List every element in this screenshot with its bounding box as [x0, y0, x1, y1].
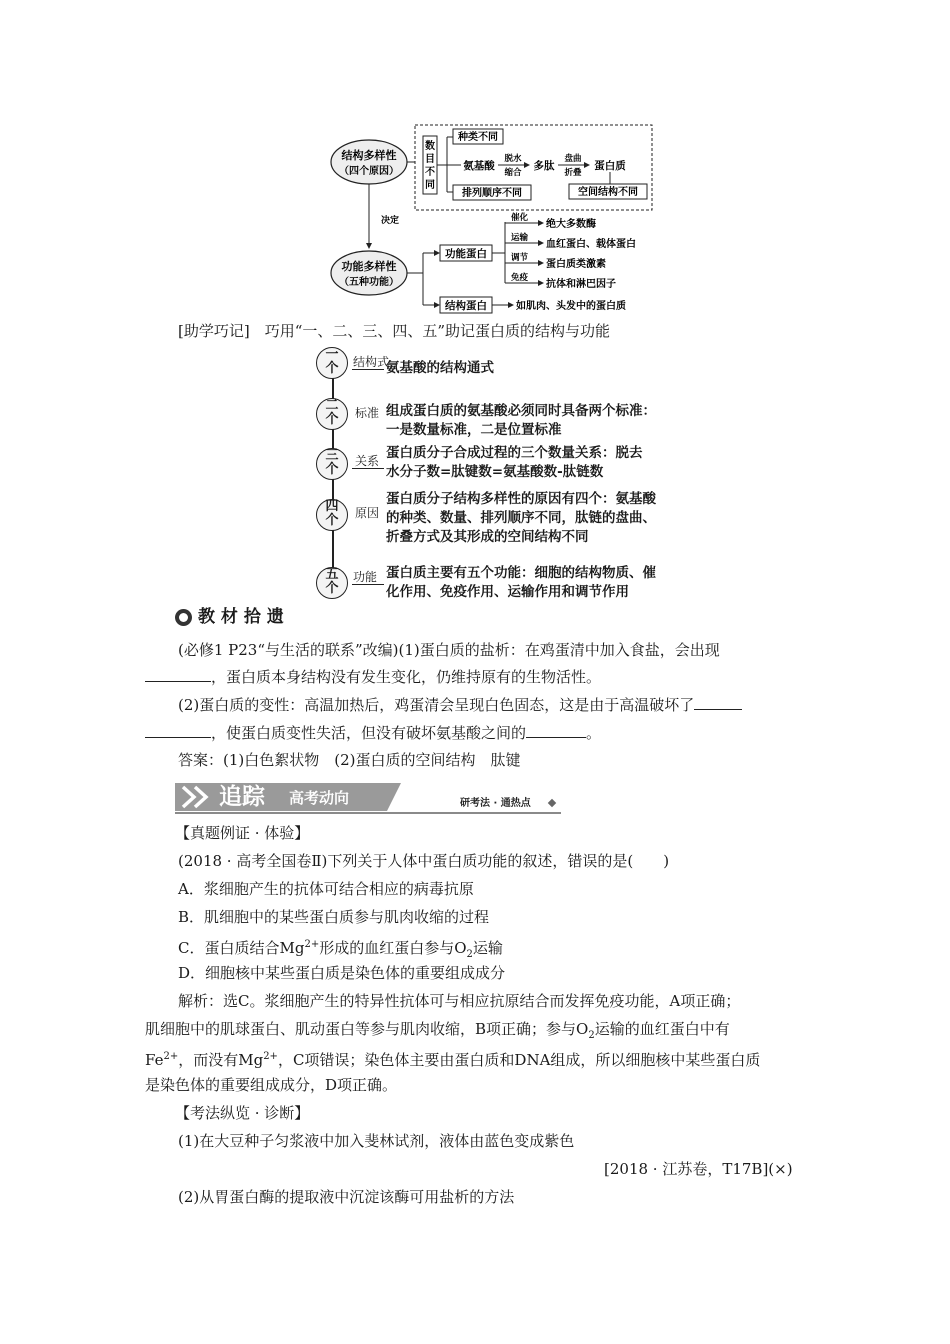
polypeptide-label: 多肽 [533, 160, 555, 172]
analysis-line3: $Fe^{2+}$，而没有$Mg^{2+}$，C项错误；染色体主要由蛋白质和DNA组成，所以细胞核中某些蛋白质 [145, 1051, 761, 1069]
svg-text:抗体和淋巴因子: 抗体和淋巴因子 [546, 279, 616, 290]
tracking-banner [175, 783, 565, 816]
analysis-line4: 是染色体的重要组成成分，D项正确。 [145, 1076, 398, 1094]
svg-text:功能多样性: 功能多样性 [341, 260, 397, 273]
banner-sub-title: 高考动向 [289, 789, 350, 807]
diamond-icon [548, 799, 556, 807]
svg-text:催化: 催化 [511, 213, 529, 223]
q2-line2: ，使蛋白质变性失活，但没有破坏氨基酸之间的 。 [145, 723, 601, 743]
mnemonic-text-4: 蛋白质分子结构多样性的原因有四个：氨基酸 的种类、数量、排列顺序不同，肽链的盘曲、 折叠方式及其形成的空间结构不同 [386, 491, 656, 545]
double-chevron-icon [181, 785, 217, 809]
diagnosis-item-1-source: [2018 · 江苏卷，T17B](×) [604, 1160, 793, 1178]
mnemonic-timeline [316, 347, 696, 603]
svg-text:盘曲: 盘曲 [564, 154, 582, 164]
analysis-line2: 肌细胞中的肌球蛋白、肌动蛋白等参与肌肉收缩，B项正确；参与$O_2$运输的血红蛋白中有 [145, 1020, 730, 1041]
mnemonic-circle-2: 二 个 [316, 398, 348, 430]
mnemonic-text-1: 氨基酸的结构通式 [386, 360, 494, 376]
mnemonic-text-3: 蛋白质分子合成过程的三个数量关系：脱去 水分子数=肽键数=氨基酸数-肽链数 [386, 445, 643, 480]
structure-node-line2: （四个原因） [339, 166, 399, 177]
textbook-section-title: 教 材 拾 遗 [198, 607, 284, 627]
decide-label: 决定 [381, 216, 400, 226]
svg-text:（五种功能）: （五种功能） [339, 277, 399, 288]
mnemonic-circle-5: 五 个 [316, 567, 348, 599]
answer-line: 答案：(1)白色絮状物 (2)蛋白质的空间结构 肽键 [178, 751, 521, 769]
order-diff-label: 排列顺序不同 [462, 188, 522, 199]
mnemonic-heading: [助学巧记] 巧用“一、二、三、四、五”助记蛋白质的结构与功能 [178, 322, 611, 340]
option-c: C．蛋白质结合$Mg^{2+}$形成的血红蛋白参与$O_2$运输 [178, 939, 503, 960]
mnemonic-tag-5: 功能 [353, 570, 378, 584]
svg-text:血红蛋白、载体蛋白: 血红蛋白、载体蛋白 [546, 239, 636, 250]
option-d: D．细胞核中某些蛋白质是染色体的重要组成成分 [178, 964, 506, 982]
structure-diversity-node [331, 140, 407, 184]
banner-main-title: 追踪 [219, 784, 265, 810]
diagnosis-item-2: (2)从胃蛋白酶的提取液中沉淀该酶可用盐析的方法 [178, 1188, 515, 1206]
q1-line2: ，蛋白质本身结构没有发生变化，仍维持原有的生物活性。 [145, 667, 601, 687]
svg-text:脱水: 脱水 [504, 154, 522, 164]
analysis-line1: 解析：选C。浆细胞产生的特异性抗体可与相应抗原结合而发挥免疫功能，A项正确； [178, 992, 741, 1010]
number-diff-2: 目 [425, 154, 435, 165]
svg-text:折叠: 折叠 [564, 168, 582, 178]
svg-text:缩合: 缩合 [504, 168, 522, 178]
number-diff-1: 数 [425, 141, 435, 152]
option-a: A．浆细胞产生的抗体可结合相应的病毒抗原 [178, 880, 474, 898]
protein-label: 蛋白质 [594, 160, 626, 172]
q2-line1: (2)蛋白质的变性：高温加热后，鸡蛋清会呈现白色固态，这是由于高温破坏了 [178, 695, 742, 715]
mnemonic-tag-3: 关系 [355, 454, 380, 468]
blank-1 [145, 667, 211, 682]
blank-2 [694, 695, 742, 710]
real-exam-heading: 【真题例证 · 体验】 [175, 824, 310, 842]
svg-text:运输: 运输 [511, 233, 529, 243]
diagnosis-item-1: (1)在大豆种子匀浆液中加入斐林试剂，液体由蓝色变成紫色 [178, 1132, 575, 1150]
number-diff-3: 不 [425, 167, 435, 178]
svg-text:绝大多数酶: 绝大多数酶 [546, 219, 596, 230]
svg-text:调节: 调节 [511, 253, 529, 263]
mnemonic-text-5: 蛋白质主要有五个功能：细胞的结构物质、催 化作用、免疫作用、运输作用和调节作用 [386, 565, 656, 600]
structural-example: 如肌肉、头发中的蛋白质 [516, 301, 626, 312]
mnemonic-circle-3: 三 个 [316, 448, 348, 480]
svg-text:蛋白质类激素: 蛋白质类激素 [546, 259, 606, 270]
mnemonic-circle-1: 一 个 [316, 347, 348, 379]
structural-protein-label: 结构蛋白 [445, 300, 487, 312]
mnemonic-tag-4: 原因 [355, 506, 380, 520]
protein-concept-diagram [325, 120, 665, 320]
blank-3 [145, 723, 211, 738]
kind-diff-label: 种类不同 [458, 132, 498, 143]
structure-node-line1: 结构多样性 [341, 149, 397, 162]
blank-4 [526, 723, 586, 738]
exam-overview-heading: 【考法纵览 · 诊断】 [175, 1104, 310, 1122]
q1-line1: (必修1 P23“与生活的联系”改编)(1)蛋白质的盐析：在鸡蛋清中加入食盐，会出现 [178, 641, 720, 659]
mnemonic-circle-4: 四 个 [316, 499, 348, 531]
svg-text:免疫: 免疫 [511, 273, 529, 283]
textbook-section-icon [175, 609, 192, 626]
amino-acid-label: 氨基酸 [463, 160, 495, 172]
mnemonic-tag-2: 标准 [355, 406, 380, 420]
function-diversity-node [331, 251, 407, 295]
functional-protein-label: 功能蛋白 [445, 248, 487, 260]
mnemonic-tag-1: 结构式 [353, 355, 390, 369]
space-diff-label: 空间结构不同 [578, 187, 638, 198]
number-diff-4: 同 [425, 180, 435, 191]
mnemonic-text-2: 组成蛋白质的氨基酸必须同时具备两个标准： 一是数量标准，二是位置标准 [386, 403, 656, 438]
exam-question: (2018 · 高考全国卷Ⅱ)下列关于人体中蛋白质功能的叙述，错误的是( ) [178, 852, 670, 870]
option-b: B．肌细胞中的某些蛋白质参与肌肉收缩的过程 [178, 908, 490, 926]
banner-right-text: 研考法 · 通热点 [460, 798, 531, 809]
